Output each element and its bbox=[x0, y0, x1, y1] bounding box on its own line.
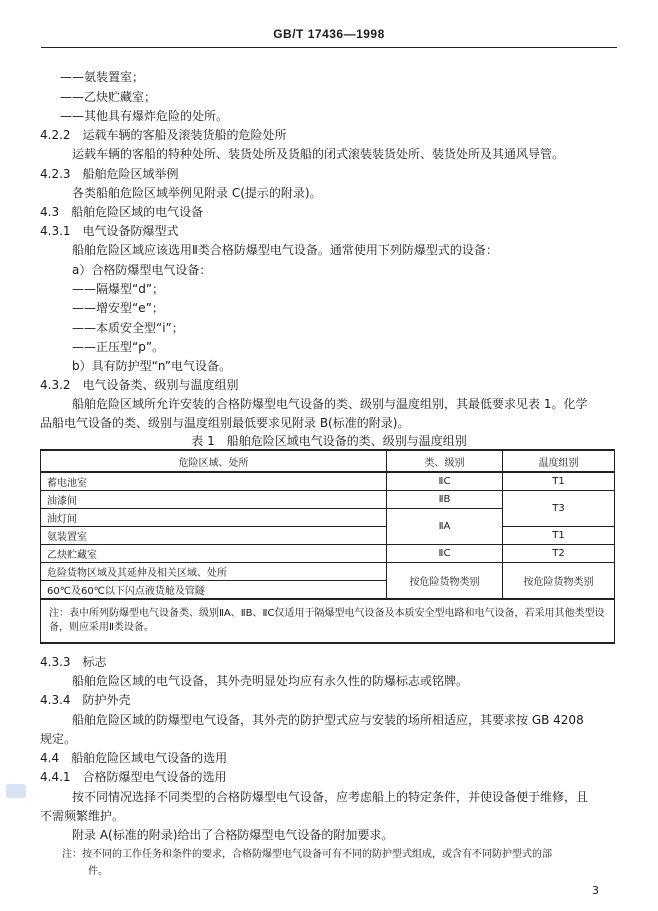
section-heading-4-3: 4.3 船舶危险区域的电气设备 bbox=[40, 205, 204, 219]
column-header: 类、级别 bbox=[387, 450, 503, 472]
table-header-row bbox=[41, 450, 615, 472]
list-item: ——氨装置室； bbox=[60, 70, 145, 84]
list-item: ——正压型“p”。 bbox=[72, 340, 165, 354]
table-row bbox=[41, 563, 615, 581]
list-item: ——其他具有爆炸危险的处所。 bbox=[60, 109, 229, 123]
section-heading-4-4: 4.4 船舶危险区域电气设备的选用 bbox=[40, 751, 228, 765]
table-row bbox=[41, 527, 615, 545]
paragraph: 运载车辆的客船的特种处所、装货处所及货船的闭式滚装装货处所、装货处所及其通风导管。 bbox=[72, 147, 565, 161]
page-number: 3 bbox=[592, 884, 599, 897]
section-heading-4-3-4: 4.3.4 防护外壳 bbox=[40, 693, 131, 707]
table-cell-area: 乙炔贮藏室 bbox=[41, 545, 387, 563]
scan-mark bbox=[6, 784, 26, 798]
list-item: ——本质安全型“i”； bbox=[72, 321, 184, 335]
note: 件。 bbox=[88, 866, 108, 877]
table-row bbox=[41, 491, 615, 509]
table-cell-class: ⅡC bbox=[387, 472, 503, 491]
table-note-row bbox=[41, 599, 615, 643]
table-cell-temp: T1 bbox=[503, 527, 615, 545]
table-row bbox=[41, 472, 615, 491]
paragraph: 按不同情况选择不同类型的合格防爆型电气设备，应考虑船上的特定条件，并使设备便于维修，且 bbox=[72, 790, 589, 804]
note: 注：按不同的工作任务和条件的要求，合格防爆型电气设备可有不同的防护型式组成，或含有不同防护型式的部 bbox=[62, 849, 552, 860]
column-header: 危险区域、处所 bbox=[41, 450, 387, 472]
table-cell-area: 油漆间 bbox=[41, 491, 387, 509]
list-item: a）合格防爆型电气设备： bbox=[72, 263, 212, 277]
list-item: b）具有防护型“n”电气设备。 bbox=[72, 359, 232, 373]
table-note: 注：表中所列防爆型电气设备类、级别ⅡA、ⅡB、ⅡC仅适用于隔爆型电气设备及本质安全型电路和电气设备，若采用其他类型设备，则应采用Ⅱ类设备。 bbox=[41, 599, 615, 643]
table-cell-temp: T2 bbox=[503, 545, 615, 563]
section-heading-4-4-1: 4.4.1 合格防爆型电气设备的选用 bbox=[40, 770, 227, 784]
table-row bbox=[41, 545, 615, 563]
table-cell-temp: T3 bbox=[503, 491, 615, 527]
header-rule bbox=[41, 47, 617, 48]
section-heading-4-3-3: 4.3.3 标志 bbox=[40, 655, 107, 669]
table-cell-class: 按危险货物类别 bbox=[387, 563, 503, 600]
paragraph: 不需频繁维护。 bbox=[40, 809, 125, 823]
paragraph: 规定。 bbox=[40, 732, 77, 746]
paragraph: 船舶危险区域所允许安装的合格防爆型电气设备的类、级别与温度组别，其最低要求见表 1。化学 bbox=[72, 397, 588, 411]
paragraph: 品船电气设备的类、级别与温度组别最低要求见附录 B(标准的附录)。 bbox=[40, 416, 410, 430]
paragraph: 附录 A(标准的附录)给出了合格防爆型电气设备的附加要求。 bbox=[72, 828, 394, 842]
paragraph: 船舶危险区域应该选用Ⅱ类合格防爆型电气设备。通常使用下列防爆型式的设备： bbox=[72, 243, 498, 257]
section-heading-4-2-2: 4.2.2 运载车辆的客船及滚装货船的危险处所 bbox=[40, 128, 287, 142]
list-item: ——乙炔贮藏室； bbox=[60, 90, 157, 104]
column-header: 温度组别 bbox=[503, 450, 615, 472]
section-heading-4-3-2: 4.3.2 电气设备类、级别与温度组别 bbox=[40, 378, 239, 392]
table-cell-class: ⅡC bbox=[387, 545, 503, 563]
list-item: ——隔爆型“d”； bbox=[72, 282, 165, 296]
table-cell-area: 60℃及60℃以下闪点液货舱及管隧 bbox=[41, 581, 387, 600]
table-cell-area: 油灯间 bbox=[41, 509, 387, 527]
table-cell-area: 氨装置室 bbox=[41, 527, 387, 545]
table-title: 表 1 船舶危险区域电气设备的类、级别与温度组别 bbox=[191, 434, 467, 448]
table-cell-area: 蓄电池室 bbox=[41, 472, 387, 491]
section-heading-4-3-1: 4.3.1 电气设备防爆型式 bbox=[40, 224, 179, 238]
table-cell-temp: T1 bbox=[503, 472, 615, 491]
table-cell-class: ⅡB bbox=[387, 491, 503, 509]
standard-code-header: GB/T 17436—1998 bbox=[273, 27, 385, 41]
table-cell-area: 危险货物区域及其延伸及相关区域、处所 bbox=[41, 563, 387, 581]
paragraph: 各类船舶危险区域举例见附录 C(提示的附录)。 bbox=[72, 186, 322, 200]
paragraph: 船舶危险区域的电气设备，其外壳明显处均应有永久性的防爆标志或铭牌。 bbox=[72, 674, 469, 688]
table-1 bbox=[40, 449, 615, 644]
table-cell-class: ⅡA bbox=[387, 509, 503, 545]
table-cell-temp: 按危险货物类别 bbox=[503, 563, 615, 600]
paragraph: 船舶危险区域的防爆型电气设备，其外壳的防护型式应与安装的场所相适应，其要求按 GB 4208 bbox=[72, 713, 584, 727]
section-heading-4-2-3: 4.2.3 船舶危险区域举例 bbox=[40, 167, 179, 181]
list-item: ——增安型“e”； bbox=[72, 301, 164, 315]
